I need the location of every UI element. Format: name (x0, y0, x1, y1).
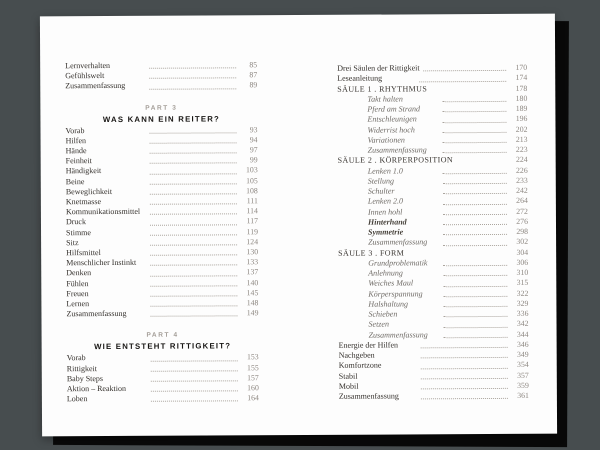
toc-page-number: 133 (246, 257, 259, 267)
toc-page-number: 89 (249, 80, 258, 90)
toc-page-number: 148 (246, 298, 259, 308)
toc-page-number: 361 (517, 390, 529, 400)
dotted-leader (443, 142, 507, 143)
toc-page-number: 149 (246, 308, 259, 318)
part-title: WIE ENTSTEHT RITTIGKEIT? (94, 341, 232, 352)
toc-page-number: 178 (515, 83, 528, 93)
toc-page-number: 157 (247, 373, 259, 383)
toc-page-number: 103 (245, 165, 258, 175)
dotted-leader (443, 244, 507, 245)
toc-entry-label: Vorab (65, 125, 85, 135)
toc-entry-label: Leseanleitung (337, 73, 383, 84)
dotted-leader (444, 326, 508, 327)
dotted-leader (150, 183, 237, 184)
toc-entry-label: Fühlen (66, 278, 89, 288)
dotted-leader (424, 70, 507, 71)
toc-page-number: 306 (516, 257, 529, 267)
dotted-leader (149, 88, 236, 89)
toc-page-number: 233 (516, 175, 528, 185)
dotted-leader (150, 295, 237, 296)
dotted-leader (442, 111, 506, 112)
toc-page-number: 329 (516, 298, 529, 308)
part-label: PART 3 (145, 104, 178, 112)
toc-entry-label: SÄULE 2 . KÖRPERPOSITION (337, 155, 454, 166)
dotted-leader (421, 398, 508, 399)
toc-entry-label: Nachgeben (338, 350, 375, 360)
dotted-leader (444, 337, 508, 338)
toc-entry-label: Hände (65, 146, 87, 156)
part-heading (65, 103, 257, 125)
toc-entry-label: Stellung (367, 176, 395, 186)
dotted-leader (150, 224, 237, 225)
toc-page-number: 242 (516, 185, 528, 195)
toc-entry (65, 81, 257, 92)
toc-page-number: 342 (516, 319, 529, 329)
dotted-leader (150, 173, 237, 174)
dotted-leader (442, 121, 506, 122)
dotted-leader (150, 193, 237, 194)
dotted-leader (149, 78, 236, 79)
toc-entry-label: Menschlicher Instinkt (66, 258, 137, 268)
toc-page-number: 153 (246, 352, 259, 362)
toc-page-number: 87 (249, 70, 258, 80)
dotted-leader (443, 285, 507, 286)
dotted-leader (150, 234, 237, 235)
toc-page-number: 302 (516, 237, 529, 247)
toc-page-number: 160 (247, 383, 259, 393)
toc-page-number: 346 (516, 339, 529, 349)
toc-entry-label: Beine (65, 176, 85, 186)
dotted-leader (150, 214, 237, 215)
dotted-leader (421, 347, 508, 348)
toc-entry-label: Freuen (66, 288, 89, 299)
toc-page-number: 124 (246, 237, 259, 247)
toc-page-number: 130 (246, 247, 259, 257)
dotted-leader (421, 357, 508, 358)
toc-entry-label: Zusammenfassung (65, 81, 126, 91)
toc-entry-label: Schulter (367, 186, 395, 196)
toc-entry-label: Feinheit (65, 156, 92, 166)
toc-entry-label: Lernen (66, 299, 90, 309)
dotted-leader (150, 255, 237, 256)
toc-page-number: 164 (247, 393, 259, 403)
toc-entry-label: Variationen (367, 135, 405, 145)
toc-entry-label: Energie der Hilfen (338, 340, 399, 350)
toc-entry-label: Aktion – Reaktion (66, 383, 126, 394)
dotted-leader (443, 296, 507, 297)
toc-entry (66, 308, 258, 319)
toc-page-number: 99 (249, 155, 258, 165)
toc-page-number: 155 (247, 362, 259, 372)
toc-page-number: 137 (246, 267, 259, 277)
toc-column-left (65, 60, 259, 404)
toc-entry-label: Hinterhand (367, 217, 407, 227)
dotted-leader (151, 391, 238, 392)
toc-entry-label: Komfortzone (338, 360, 382, 371)
toc-entry-label: Zusammenfassung (338, 391, 399, 401)
toc-page-number: 189 (515, 103, 528, 113)
toc-entry-label: Schieben (368, 309, 398, 319)
toc-entry-label: Gefühlswelt (65, 71, 105, 81)
toc-entry-label: Stabil (338, 371, 358, 381)
toc-entry-label: Mobil (338, 381, 359, 391)
toc-page-number: 336 (516, 308, 529, 318)
toc-page-number: 105 (246, 175, 258, 185)
toc-entry-label: Grundproblematik (368, 258, 428, 268)
dotted-leader (421, 367, 508, 368)
toc-entry-label: Innen hohl (367, 206, 403, 217)
dotted-leader (442, 101, 506, 102)
dotted-leader (421, 388, 508, 389)
toc-page-number: 196 (515, 114, 528, 124)
toc-page-number: 304 (516, 247, 529, 257)
toc-entry-label: Stimme (66, 227, 91, 237)
toc-page-number: 140 (246, 277, 259, 287)
dotted-leader (150, 265, 237, 266)
dotted-leader (443, 203, 507, 204)
toc-entry-label: Zusammenfassung (367, 145, 427, 155)
toc-page-number: 117 (246, 216, 259, 226)
toc-page-number: 298 (516, 226, 529, 236)
dotted-leader (150, 153, 237, 154)
toc-page-number: 180 (515, 93, 528, 103)
toc-entry-label: Kommunikationsmittel (65, 207, 141, 217)
toc-entry-label: Vorab (66, 353, 86, 363)
toc-entry-label: Händigkeit (65, 166, 102, 176)
dotted-leader (150, 132, 237, 133)
toc-page-number: 315 (516, 278, 529, 288)
dotted-leader (150, 142, 237, 143)
toc-page-number: 145 (246, 288, 259, 298)
toc-entry-label: Halshaltung (368, 299, 408, 309)
toc-entry (339, 391, 529, 402)
dotted-leader (151, 401, 238, 402)
toc-page-number: 226 (515, 165, 528, 175)
part-label: PART 4 (146, 332, 179, 340)
toc-entry-label: Lenken 2.0 (367, 196, 404, 206)
toc-page-number: 322 (516, 288, 529, 298)
part-heading (67, 331, 259, 353)
toc-page-number: 349 (516, 349, 529, 359)
toc-entry-label: Sitz (66, 237, 79, 248)
toc-page-number: 213 (515, 134, 528, 144)
toc-page-number: 272 (516, 206, 528, 216)
toc-page-number: 224 (515, 155, 528, 165)
dotted-leader (443, 214, 507, 215)
dotted-leader (150, 204, 237, 205)
toc-page-number: 354 (517, 360, 529, 370)
dotted-leader (408, 256, 507, 257)
dotted-leader (443, 234, 507, 235)
toc-page-number: 276 (516, 216, 529, 226)
dotted-leader (443, 265, 507, 266)
toc-page-number: 174 (515, 73, 528, 83)
toc-entry-label: SÄULE 3 . FORM (338, 247, 405, 258)
toc-entry-label: Symmetrie (368, 227, 404, 237)
part-title: WAS KANN EIN REITER? (102, 114, 221, 124)
dotted-leader (150, 285, 237, 286)
toc-entry-label: Widerrist hoch (367, 124, 415, 135)
toc-entry-label: Knetmasse (65, 197, 102, 207)
toc-entry-label: Rittigkeit (66, 363, 98, 373)
toc-entry-label: Zusammenfassung (368, 329, 428, 340)
toc-entry (67, 393, 259, 404)
toc-entry-label: Lenken 1.0 (367, 165, 403, 176)
dotted-leader (443, 316, 507, 317)
dotted-leader (151, 380, 238, 381)
toc-page-number: 97 (249, 145, 258, 155)
dotted-leader (443, 224, 507, 225)
toc-page-number: 94 (249, 135, 258, 145)
toc-page-number: 310 (516, 267, 529, 277)
toc-entry-label: Hilfen (65, 135, 87, 146)
toc-entry-label: Druck (65, 217, 87, 227)
dotted-leader (150, 306, 237, 307)
dotted-leader (443, 132, 507, 133)
toc-page-number: 344 (516, 329, 529, 339)
dotted-leader (150, 275, 237, 276)
toc-entry-label: Weiches Maul (368, 278, 414, 288)
dotted-leader (150, 244, 237, 245)
dotted-leader (443, 193, 507, 194)
toc-entry-label: Takt halten (367, 94, 403, 104)
toc-entry-label: Lernverhalten (65, 60, 111, 71)
toc-page-number: 202 (515, 124, 528, 134)
toc-page-number: 359 (517, 380, 529, 390)
toc-entry-label: Hilfsmittel (66, 248, 101, 258)
toc-page-number: 357 (517, 370, 529, 380)
toc-entry-label: Beweglichkeit (65, 186, 113, 197)
toc-entry-label: Körperspannung (368, 288, 423, 299)
toc-entry-label: Zusammenfassung (368, 237, 428, 247)
dotted-leader (443, 275, 507, 276)
toc-entry-label: Loben (66, 394, 88, 404)
dotted-leader (150, 316, 237, 317)
toc-entry-label: Setzen (368, 319, 389, 329)
toc-entry-label: Denken (66, 268, 92, 278)
toc-page-number: 108 (246, 186, 258, 196)
toc-column-right (337, 63, 529, 402)
dotted-leader (150, 163, 237, 164)
toc-entry-label: Baby Steps (66, 373, 104, 384)
dotted-leader (421, 378, 508, 379)
toc-entry-label: Pferd am Strand (367, 104, 421, 114)
toc-page-number: 85 (249, 60, 258, 70)
dotted-leader (149, 68, 236, 69)
toc-page-number: 264 (516, 196, 528, 206)
toc-page-number: 93 (249, 124, 258, 134)
toc-entry-label: Zusammenfassung (66, 309, 127, 319)
dotted-leader (443, 306, 507, 307)
dotted-leader (443, 152, 507, 153)
dotted-leader (151, 360, 238, 361)
toc-page-number: 223 (515, 144, 528, 154)
toc-entry-label: Drei Säulen der Rittigkeit (337, 63, 420, 73)
toc-entry-label: Entschleunigen (367, 114, 417, 124)
toc-entry-label: SÄULE 1 . RHYTHMUS (337, 83, 428, 94)
book-page (40, 14, 557, 437)
dotted-leader (443, 183, 507, 184)
dotted-leader (151, 370, 238, 371)
toc-page-number: 114 (246, 206, 258, 216)
dotted-leader (443, 173, 507, 174)
dotted-leader (419, 80, 506, 81)
toc-page-number: 111 (246, 196, 258, 206)
toc-page-number: 170 (515, 62, 528, 72)
toc-page-number: 119 (246, 226, 259, 236)
toc-entry-label: Anlehnung (368, 268, 403, 278)
